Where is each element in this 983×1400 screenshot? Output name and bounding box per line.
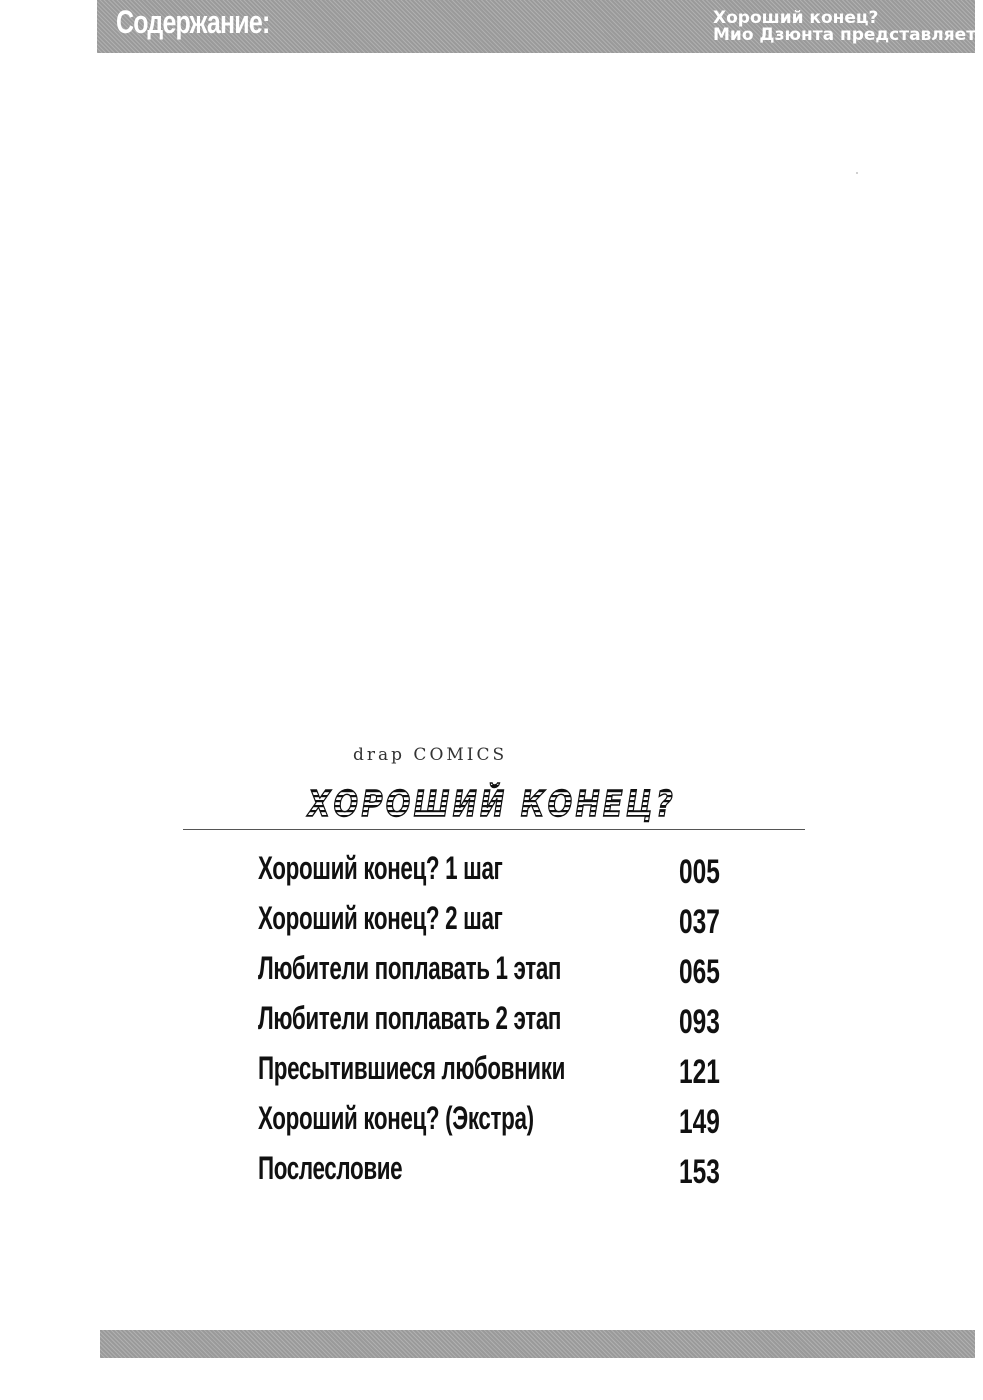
toc-entry-page: 153 xyxy=(679,1153,720,1191)
toc-entry-page: 065 xyxy=(679,953,720,991)
series-author: Мио Дзюнта представляет. xyxy=(713,25,983,45)
toc-entry xyxy=(258,1148,738,1198)
page-title: Содержание: xyxy=(116,4,270,40)
toc-entry xyxy=(258,948,738,998)
book-title-text: ХОРОШИЙ КОНЕЦ? xyxy=(308,784,766,825)
toc-entry xyxy=(258,998,738,1048)
toc-entry-page: 093 xyxy=(679,1003,720,1041)
series-info xyxy=(713,8,983,45)
toc-entry-title: Хороший конец? 1 шаг xyxy=(258,850,503,886)
paper-speck xyxy=(856,172,858,174)
toc-entry-page: 149 xyxy=(679,1103,720,1141)
series-title: Хороший конец? xyxy=(713,8,879,28)
table-of-contents xyxy=(258,848,738,1198)
imprint-label: drap COMICS xyxy=(353,745,508,765)
toc-entry-title: Любители поплавать 1 этап xyxy=(258,950,562,986)
footer-band xyxy=(100,1330,975,1358)
toc-entry-page: 005 xyxy=(679,853,720,891)
toc-entry-title: Хороший конец? (Экстра) xyxy=(258,1100,534,1136)
toc-entry xyxy=(258,898,738,948)
toc-entry xyxy=(258,848,738,898)
toc-entry xyxy=(258,1098,738,1148)
book-title-logo xyxy=(302,780,766,825)
toc-entry-page: 121 xyxy=(679,1053,720,1091)
toc-entry-title: Послесловие xyxy=(258,1150,403,1186)
divider xyxy=(183,829,805,830)
toc-entry-title: Хороший конец? 2 шаг xyxy=(258,900,503,936)
toc-entry xyxy=(258,1048,738,1098)
toc-entry-title: Пресытившиеся любовники xyxy=(258,1050,565,1086)
toc-entry-page: 037 xyxy=(679,903,720,941)
toc-entry-title: Любители поплавать 2 этап xyxy=(258,1000,562,1036)
